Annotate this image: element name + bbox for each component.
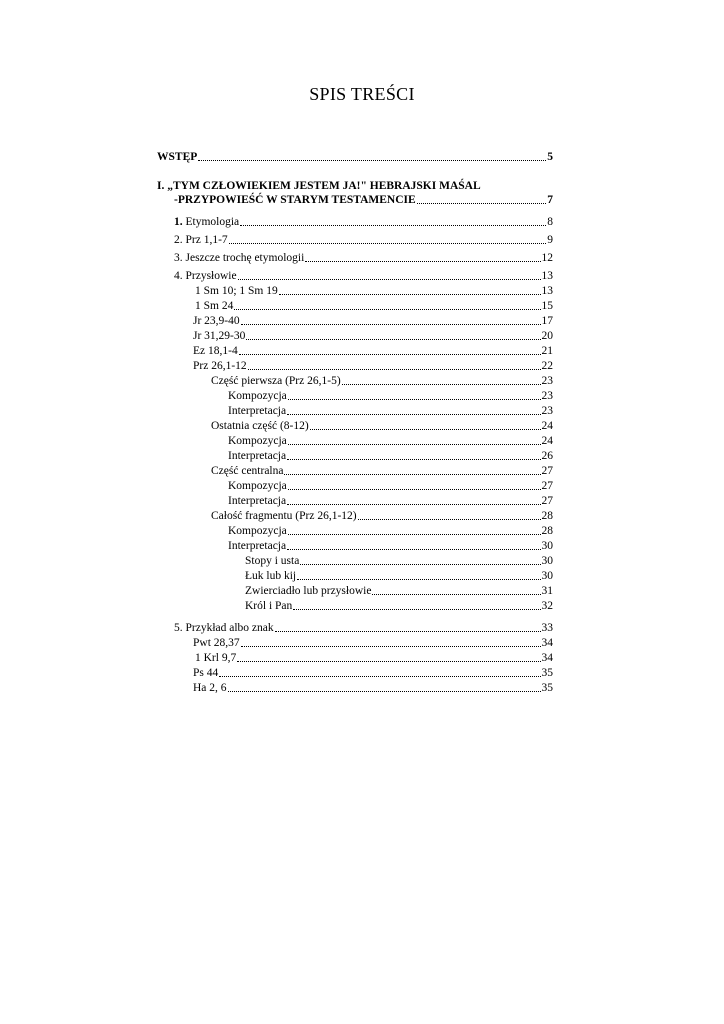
toc-entry-sec5[interactable] — [174, 621, 553, 635]
toc-entry-label: Ez 18,1-4 — [193, 345, 238, 357]
dot-leader — [358, 518, 541, 520]
toc-entry[interactable] — [228, 449, 553, 463]
toc-entry-label: Kompozycja — [228, 480, 287, 492]
toc-entry-label — [174, 215, 239, 229]
toc-entry-sec3[interactable] — [174, 251, 553, 265]
section-number: 1. — [174, 216, 183, 228]
toc-entry-page: 35 — [541, 667, 553, 679]
toc-entry[interactable] — [211, 464, 553, 478]
toc-entry-label: 3. Jeszcze trochę etymologii — [174, 252, 305, 264]
dot-leader — [297, 578, 540, 580]
toc-entry[interactable] — [245, 554, 553, 568]
toc-entry-page: 27 — [541, 480, 553, 492]
toc-entry-page: 8 — [547, 216, 553, 228]
toc-entry-label: Zwierciadło lub przysłowie — [245, 585, 372, 597]
toc-entry-label: Interpretacja — [228, 495, 287, 507]
toc-entry-label: Interpretacja — [228, 405, 287, 417]
toc-entry-page: 30 — [541, 555, 553, 567]
dot-leader — [234, 308, 540, 310]
toc-entry-label: Ha 2, 6 — [193, 682, 227, 694]
toc-entry-label: Jr 23,9-40 — [193, 315, 240, 327]
dot-leader — [241, 645, 541, 647]
toc-entry[interactable] — [228, 434, 553, 448]
toc-entry[interactable] — [228, 479, 553, 493]
toc-entry-page: 31 — [541, 585, 553, 597]
toc-entry[interactable] — [195, 651, 553, 665]
toc-entry-page: 22 — [541, 360, 553, 372]
dot-leader — [279, 293, 541, 295]
toc-entry[interactable] — [193, 314, 553, 328]
toc-entry-sec1[interactable] — [174, 215, 553, 229]
toc-entry-label: Kompozycja — [228, 390, 287, 402]
toc-entry-page: 9 — [547, 234, 553, 246]
toc-entry[interactable] — [195, 284, 553, 298]
dot-leader — [288, 533, 541, 535]
toc-entry[interactable] — [195, 299, 553, 313]
toc-entry-label: WSTĘP — [157, 151, 198, 163]
toc-entry-label: 1 Sm 10; 1 Sm 19 — [195, 285, 278, 297]
toc-entry-page: 21 — [541, 345, 553, 357]
dot-leader — [246, 338, 540, 340]
toc-entry-page: 13 — [541, 285, 553, 297]
toc-entry-label: Król i Pan — [245, 600, 293, 612]
toc-entry-page: 35 — [541, 682, 553, 694]
dot-leader — [305, 260, 540, 262]
section-title: Etymologia — [185, 216, 240, 228]
toc-entry-page: 27 — [541, 495, 553, 507]
dot-leader — [284, 473, 540, 475]
toc-entry-label: Stopy i usta — [245, 555, 300, 567]
toc-entry-label: Interpretacja — [228, 540, 287, 552]
dot-leader — [288, 443, 541, 445]
toc-entry-label: Jr 31,29-30 — [193, 330, 246, 342]
toc-entry-label: 5. Przykład albo znak — [174, 622, 274, 634]
dot-leader — [417, 202, 547, 204]
toc-entry[interactable] — [245, 584, 553, 598]
dot-leader — [275, 630, 541, 632]
toc-entry[interactable] — [245, 569, 553, 583]
dot-leader — [287, 548, 540, 550]
toc-entry-page: 24 — [541, 420, 553, 432]
toc-entry-label: -PRZYPOWIEŚĆ W STARYM TESTAMENCIE — [174, 194, 416, 206]
dot-leader — [248, 368, 541, 370]
dot-leader — [300, 563, 540, 565]
dot-leader — [342, 383, 541, 385]
dot-leader — [228, 690, 541, 692]
toc-entry-label: Część pierwsza (Prz 26,1-5) — [211, 375, 341, 387]
toc-entry-page: 20 — [541, 330, 553, 342]
toc-entry-page: 34 — [541, 637, 553, 649]
toc-entry[interactable] — [228, 389, 553, 403]
toc-entry[interactable] — [228, 539, 553, 553]
toc-entry[interactable] — [193, 681, 553, 695]
toc-entry-label: Łuk lub kij — [245, 570, 297, 582]
toc-entry-sec2[interactable] — [174, 233, 553, 247]
toc-entry-page: 33 — [541, 622, 553, 634]
page-title: SPIS TREŚCI — [309, 84, 415, 104]
dot-leader — [240, 224, 546, 226]
toc-entry-page: 28 — [541, 510, 553, 522]
dot-leader — [372, 593, 540, 595]
toc-entry-label: 1 Sm 24 — [195, 300, 234, 312]
dot-leader — [287, 458, 540, 460]
toc-entry[interactable] — [228, 404, 553, 418]
dot-leader — [288, 488, 541, 490]
toc-entry[interactable] — [211, 509, 553, 523]
toc-entry-page: 28 — [541, 525, 553, 537]
toc-entry-page: 23 — [541, 375, 553, 387]
toc-entry[interactable] — [193, 636, 553, 650]
toc-entry[interactable] — [193, 329, 553, 343]
dot-leader — [229, 242, 547, 244]
toc-entry-label: 1 Krl 9,7 — [195, 652, 237, 664]
dot-leader — [293, 608, 540, 610]
toc-entry-page: 30 — [541, 540, 553, 552]
toc-entry-page: 27 — [541, 465, 553, 477]
dot-leader — [239, 353, 541, 355]
toc-entry-page: 7 — [547, 194, 553, 206]
toc-entry-page: 30 — [541, 570, 553, 582]
dot-leader — [238, 278, 541, 280]
dot-leader — [198, 159, 546, 161]
toc-entry-page: 17 — [541, 315, 553, 327]
toc-entry-page: 23 — [541, 390, 553, 402]
toc-entry-label: Część centralna — [211, 465, 284, 477]
toc-entry-page: 5 — [547, 151, 553, 163]
toc-entry-page: 24 — [541, 435, 553, 447]
toc-entry[interactable] — [211, 419, 553, 433]
toc-entry-page: 34 — [541, 652, 553, 664]
toc-entry-page: 15 — [541, 300, 553, 312]
toc-entry-label: 4. Przysłowie — [174, 270, 237, 282]
toc-entry-intro[interactable] — [157, 150, 553, 164]
toc-entry[interactable] — [193, 359, 553, 373]
toc-entry[interactable] — [245, 599, 553, 613]
toc-entry[interactable] — [193, 344, 553, 358]
toc-entry-sec4[interactable] — [174, 269, 553, 283]
toc-entry-chapter1[interactable] — [174, 193, 553, 207]
dot-leader — [287, 503, 540, 505]
toc-entry-label: Prz 26,1-12 — [193, 360, 247, 372]
toc-entry-label: 2. Prz 1,1-7 — [174, 234, 228, 246]
toc-entry[interactable] — [211, 374, 553, 388]
toc-entry-label: Interpretacja — [228, 450, 287, 462]
toc-entry-label: Ostatnia część (8-12) — [211, 420, 309, 432]
toc-entry-label: Kompozycja — [228, 525, 287, 537]
toc-entry-label: Ps 44 — [193, 667, 219, 679]
toc-entry[interactable] — [228, 524, 553, 538]
toc-entry-page: 32 — [541, 600, 553, 612]
toc-entry[interactable] — [193, 666, 553, 680]
toc-entry[interactable] — [228, 494, 553, 508]
toc-entry-page: 26 — [541, 450, 553, 462]
toc-entry-label: Kompozycja — [228, 435, 287, 447]
toc-entry-page: 12 — [541, 252, 553, 264]
toc-entry-page: 13 — [541, 270, 553, 282]
dot-leader — [237, 660, 540, 662]
toc-entry-page: 23 — [541, 405, 553, 417]
dot-leader — [241, 323, 541, 325]
toc-entry-label: Pwt 28,37 — [193, 637, 240, 649]
dot-leader — [287, 413, 540, 415]
dot-leader — [288, 398, 541, 400]
dot-leader — [310, 428, 541, 430]
toc-entry-label: Całość fragmentu (Prz 26,1-12) — [211, 510, 357, 522]
dot-leader — [219, 675, 540, 677]
chapter-heading-line1[interactable]: I. „TYM CZŁOWIEKIEM JESTEM JA!" HEBRAJSKI MAŚAL — [157, 180, 481, 192]
